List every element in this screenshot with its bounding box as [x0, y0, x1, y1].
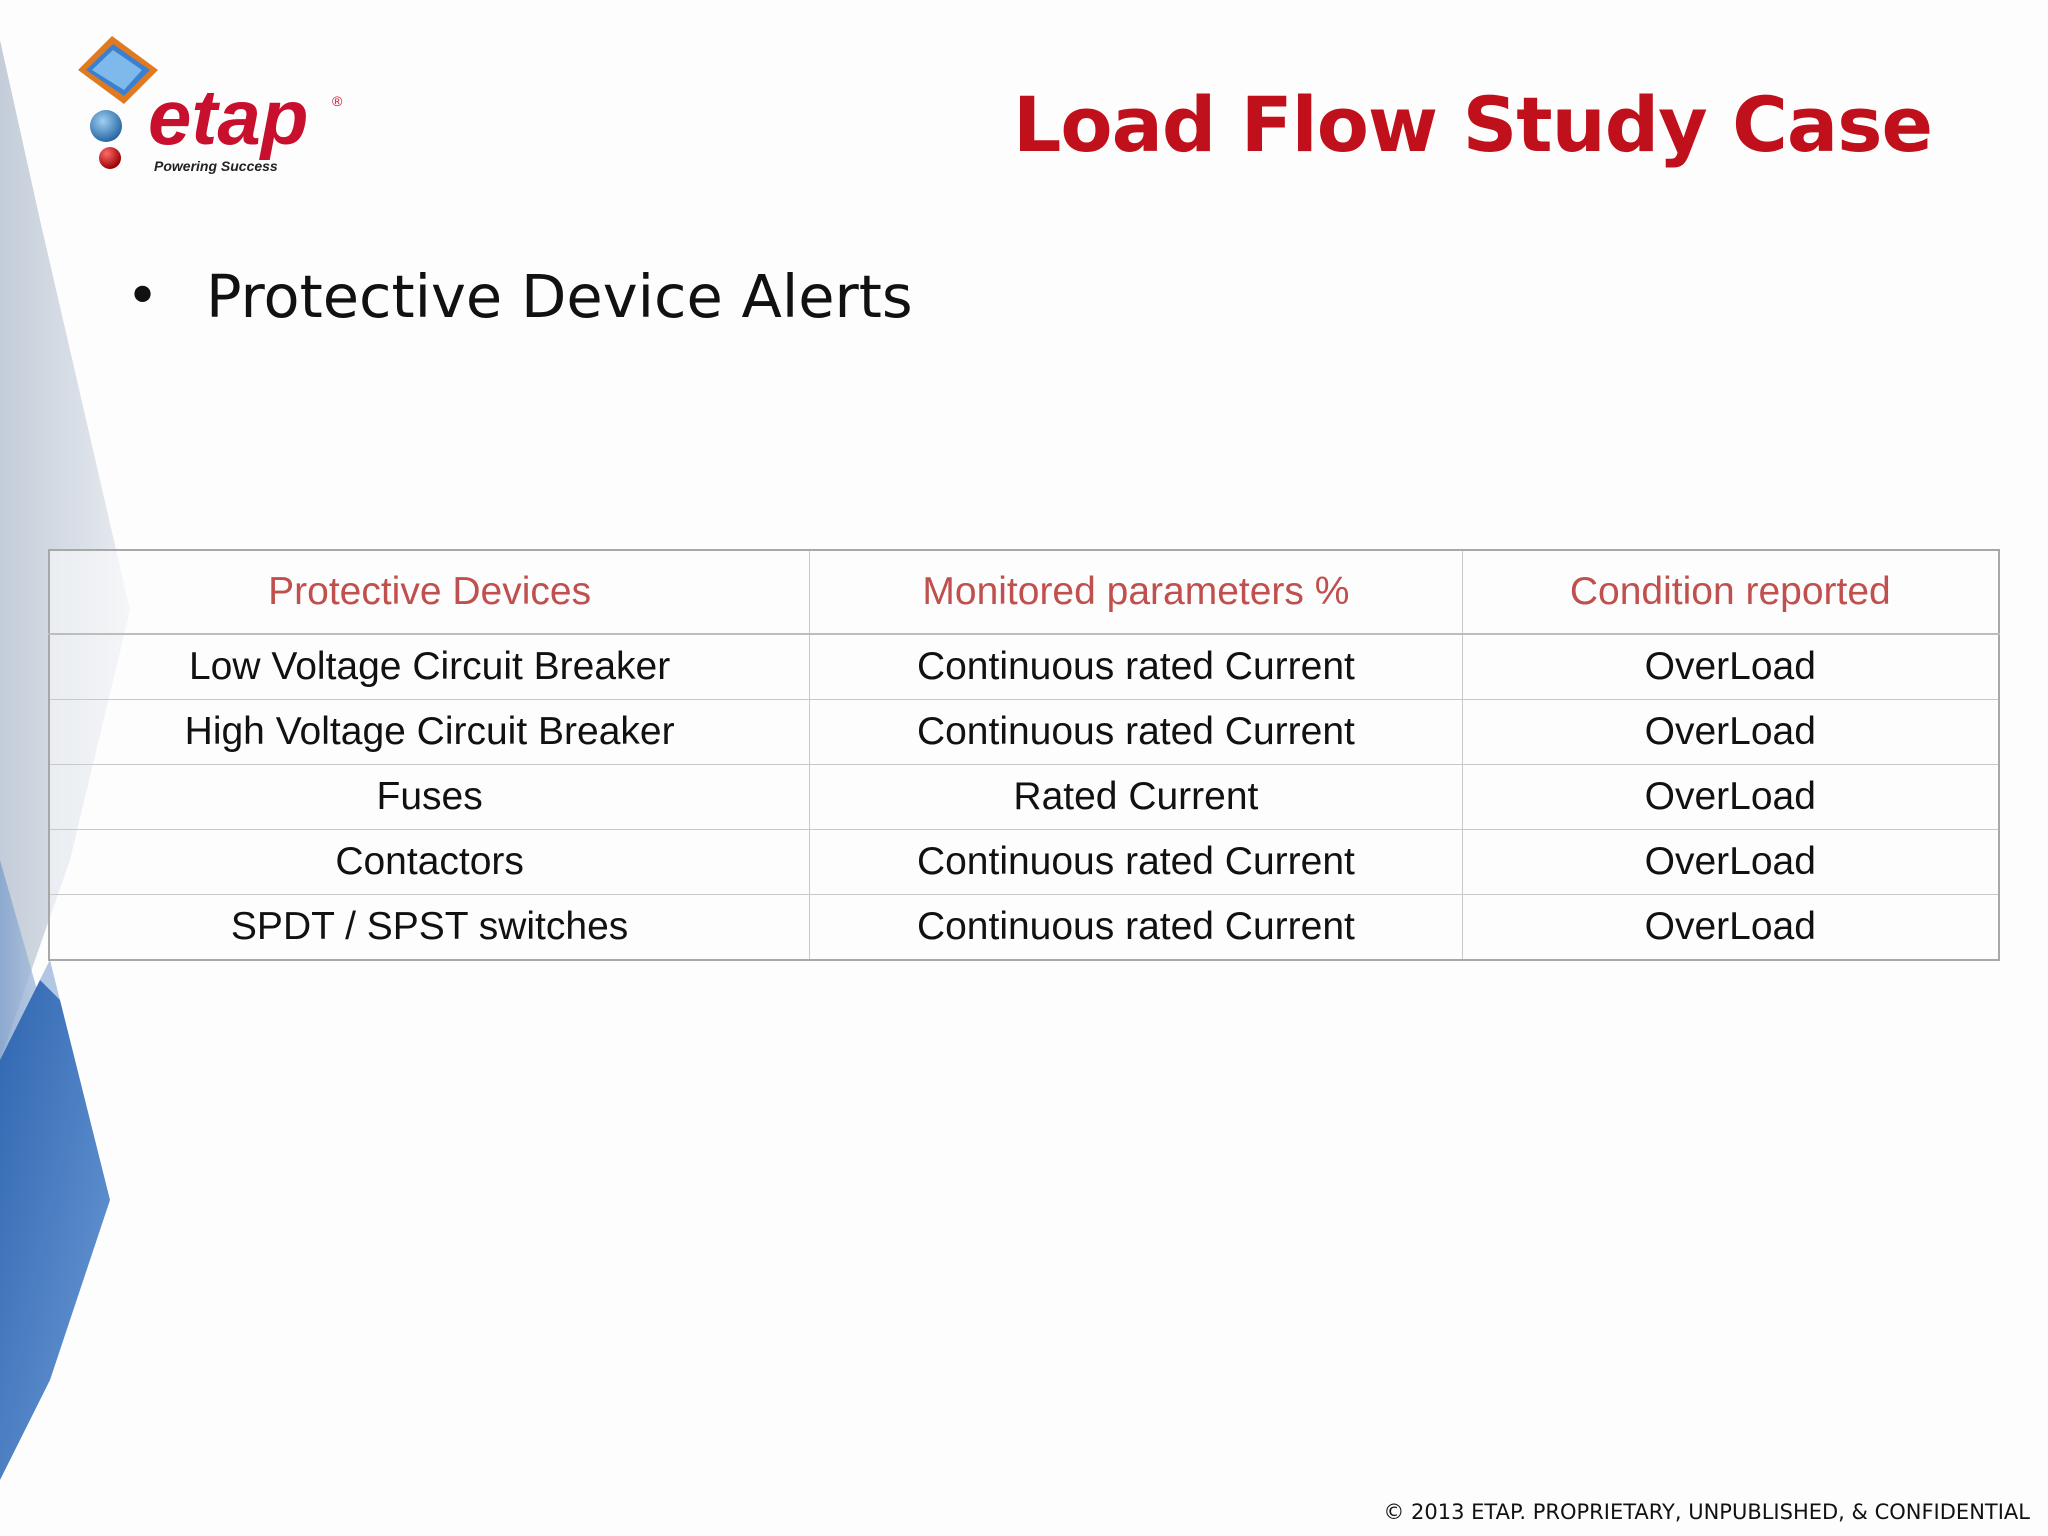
- logo-red-ball-icon: [99, 147, 121, 169]
- device-cell: Low Voltage Circuit Breaker: [49, 634, 810, 700]
- header-monitored-parameters: Monitored parameters %: [810, 550, 1462, 634]
- device-cell: Fuses: [49, 765, 810, 830]
- device-cell: High Voltage Circuit Breaker: [49, 700, 810, 765]
- condition-cell: OverLoad: [1462, 700, 1999, 765]
- logo-monitor-icon: [78, 36, 158, 104]
- table-header-row: [49, 550, 1999, 634]
- table-row: [49, 895, 1999, 961]
- condition-cell: OverLoad: [1462, 830, 1999, 895]
- blue-chevron-shape: [0, 960, 110, 1480]
- condition-cell: OverLoad: [1462, 765, 1999, 830]
- device-cell: Contactors: [49, 830, 810, 895]
- parameter-cell: Continuous rated Current: [810, 830, 1462, 895]
- header-protective-devices: Protective Devices: [49, 550, 810, 634]
- parameter-cell: Continuous rated Current: [810, 700, 1462, 765]
- logo-registered-mark: ®: [332, 93, 343, 109]
- parameter-cell: Continuous rated Current: [810, 895, 1462, 961]
- header-condition-reported: Condition reported: [1462, 550, 1999, 634]
- logo-wordmark: etap: [148, 73, 309, 161]
- logo-globe-icon: [90, 110, 122, 142]
- protective-device-alerts-table: [48, 549, 2000, 961]
- table-row: [49, 700, 1999, 765]
- logo-tagline: Powering Success: [154, 158, 278, 174]
- page-title: Load Flow Study Case: [1012, 80, 1932, 169]
- table-row: [49, 830, 1999, 895]
- bullet-item: [126, 262, 913, 331]
- bullet-text: Protective Device Alerts: [206, 262, 913, 331]
- condition-cell: OverLoad: [1462, 634, 1999, 700]
- etap-logo: [70, 32, 360, 182]
- copyright-footer: © 2013 ETAP. PROPRIETARY, UNPUBLISHED, & CONFIDENTIAL: [1383, 1500, 2030, 1524]
- condition-cell: OverLoad: [1462, 895, 1999, 961]
- parameter-cell: Continuous rated Current: [810, 634, 1462, 700]
- device-cell: SPDT / SPST switches: [49, 895, 810, 961]
- bullet-dot-icon: •: [126, 264, 160, 329]
- table-row: [49, 765, 1999, 830]
- parameter-cell: Rated Current: [810, 765, 1462, 830]
- table-row: [49, 634, 1999, 700]
